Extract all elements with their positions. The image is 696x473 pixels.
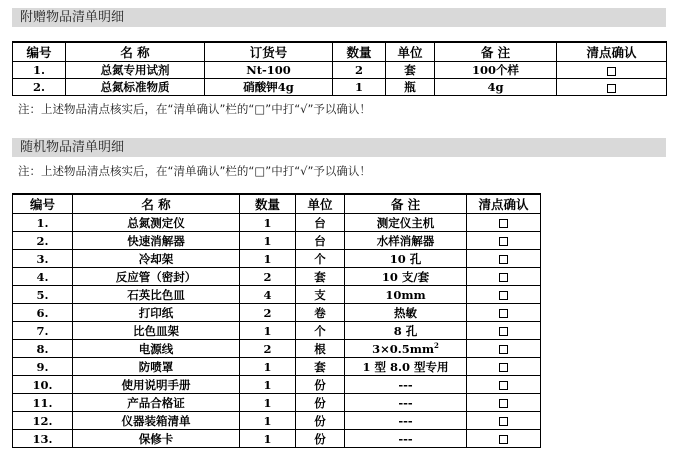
confirm-cell xyxy=(467,232,541,250)
confirm-cell xyxy=(467,340,541,358)
item-no: 12. xyxy=(13,412,73,430)
confirm-checkbox[interactable] xyxy=(499,381,508,390)
confirm-cell xyxy=(467,286,541,304)
item-qty: 2 xyxy=(240,340,296,358)
confirm-cell xyxy=(557,79,667,96)
confirm-cell xyxy=(467,268,541,286)
item-no: 4. xyxy=(13,268,73,286)
item-name: 冷却架 xyxy=(73,250,240,268)
item-qty: 1 xyxy=(240,214,296,232)
item-qty: 2 xyxy=(333,62,386,79)
item-unit: 支 xyxy=(296,286,345,304)
item-qty: 4 xyxy=(240,286,296,304)
item-qty: 1 xyxy=(240,376,296,394)
confirm-checkbox[interactable] xyxy=(499,363,508,372)
item-unit: 份 xyxy=(296,376,345,394)
item-order-no: Nt-100 xyxy=(205,62,333,79)
item-unit: 份 xyxy=(296,430,345,448)
item-name: 仪器装箱清单 xyxy=(73,412,240,430)
table-row xyxy=(13,340,541,358)
item-note: --- xyxy=(345,412,467,430)
item-note: 10 支/套 xyxy=(345,268,467,286)
item-unit: 套 xyxy=(296,358,345,376)
table-row xyxy=(13,250,541,268)
item-qty: 1 xyxy=(240,430,296,448)
table-row xyxy=(13,376,541,394)
item-name: 电源线 xyxy=(73,340,240,358)
confirm-cell xyxy=(467,304,541,322)
confirm-checkbox[interactable] xyxy=(499,309,508,318)
item-no: 2. xyxy=(13,232,73,250)
item-note: 4g xyxy=(435,79,557,96)
item-note: --- xyxy=(345,430,467,448)
confirm-cell xyxy=(467,394,541,412)
machine-items-table xyxy=(12,193,541,448)
table-row xyxy=(13,394,541,412)
header-order: 订货号 xyxy=(205,42,333,62)
item-note: 热敏 xyxy=(345,304,467,322)
header-confirm: 清点确认 xyxy=(557,42,667,62)
item-name: 总氮标准物质 xyxy=(66,79,205,96)
item-qty: 2 xyxy=(240,268,296,286)
item-no: 8. xyxy=(13,340,73,358)
item-name: 保修卡 xyxy=(73,430,240,448)
item-no: 9. xyxy=(13,358,73,376)
confirm-checkbox[interactable] xyxy=(499,273,508,282)
item-name: 石英比色皿 xyxy=(73,286,240,304)
header-note: 备 注 xyxy=(345,194,467,214)
table-row xyxy=(13,430,541,448)
item-note xyxy=(345,340,467,358)
item-unit: 台 xyxy=(296,214,345,232)
item-note: 水样消解器 xyxy=(345,232,467,250)
confirm-cell xyxy=(467,250,541,268)
confirm-checkbox[interactable] xyxy=(499,435,508,444)
confirm-checkbox[interactable] xyxy=(499,417,508,426)
item-no: 5. xyxy=(13,286,73,304)
header-no: 编号 xyxy=(13,42,66,62)
item-qty: 1 xyxy=(240,394,296,412)
item-unit: 套 xyxy=(296,268,345,286)
item-name: 使用说明手册 xyxy=(73,376,240,394)
item-unit: 台 xyxy=(296,232,345,250)
table-row xyxy=(13,286,541,304)
item-no: 6. xyxy=(13,304,73,322)
table-row xyxy=(13,304,541,322)
confirm-cell xyxy=(467,376,541,394)
item-name: 产品合格证 xyxy=(73,394,240,412)
item-qty: 2 xyxy=(240,304,296,322)
item-unit: 份 xyxy=(296,412,345,430)
item-unit: 个 xyxy=(296,250,345,268)
table-row xyxy=(13,232,541,250)
item-no: 7. xyxy=(13,322,73,340)
item-note: 1 型 8.0 型专用 xyxy=(345,358,467,376)
item-unit: 套 xyxy=(386,62,435,79)
table-row xyxy=(13,214,541,232)
confirm-checkbox[interactable] xyxy=(607,67,616,76)
confirm-checkbox[interactable] xyxy=(499,219,508,228)
gift-instruction: 注：上述物品清点核实后，在“清单确认”栏的“□”中打“√”予以确认！ xyxy=(18,102,371,116)
item-unit: 个 xyxy=(296,322,345,340)
item-note: 10mm xyxy=(345,286,467,304)
header-qty: 数量 xyxy=(333,42,386,62)
header-name: 名 称 xyxy=(73,194,240,214)
item-qty: 1 xyxy=(333,79,386,96)
item-note: --- xyxy=(345,376,467,394)
confirm-cell xyxy=(467,412,541,430)
header-qty: 数量 xyxy=(240,194,296,214)
confirm-checkbox[interactable] xyxy=(499,399,508,408)
item-unit: 瓶 xyxy=(386,79,435,96)
machine-table-header xyxy=(13,194,541,214)
item-name: 快速消解器 xyxy=(73,232,240,250)
header-name: 名 称 xyxy=(66,42,205,62)
machine-section-title: 随机物品清单明细 xyxy=(12,138,666,157)
item-no: 1. xyxy=(13,62,66,79)
machine-instruction: 注：上述物品清点核实后，在“清单确认”栏的“□”中打“√”予以确认！ xyxy=(18,164,371,178)
confirm-cell xyxy=(467,430,541,448)
item-qty: 1 xyxy=(240,322,296,340)
gift-table-header xyxy=(13,42,667,62)
table-row xyxy=(13,62,667,79)
item-name: 总氮测定仪 xyxy=(73,214,240,232)
confirm-checkbox[interactable] xyxy=(499,237,508,246)
item-note: 10 孔 xyxy=(345,250,467,268)
item-no: 3. xyxy=(13,250,73,268)
item-note: --- xyxy=(345,394,467,412)
gift-items-table xyxy=(12,41,667,96)
table-row xyxy=(13,358,541,376)
item-unit: 根 xyxy=(296,340,345,358)
confirm-checkbox[interactable] xyxy=(499,291,508,300)
item-name: 总氮专用试剂 xyxy=(66,62,205,79)
item-qty: 1 xyxy=(240,358,296,376)
confirm-cell xyxy=(467,214,541,232)
item-no: 11. xyxy=(13,394,73,412)
header-note: 备 注 xyxy=(435,42,557,62)
item-name: 反应管（密封） xyxy=(73,268,240,286)
item-qty: 1 xyxy=(240,412,296,430)
confirm-cell xyxy=(467,322,541,340)
table-row xyxy=(13,268,541,286)
confirm-checkbox[interactable] xyxy=(499,255,508,264)
confirm-cell xyxy=(467,358,541,376)
confirm-checkbox[interactable] xyxy=(499,345,508,354)
table-row xyxy=(13,79,667,96)
header-no: 编号 xyxy=(13,194,73,214)
gift-section-title: 附赠物品清单明细 xyxy=(12,8,666,27)
item-qty: 1 xyxy=(240,232,296,250)
confirm-cell xyxy=(557,62,667,79)
table-row xyxy=(13,412,541,430)
header-confirm: 清点确认 xyxy=(467,194,541,214)
header-unit: 单位 xyxy=(296,194,345,214)
item-unit: 份 xyxy=(296,394,345,412)
item-qty: 1 xyxy=(240,250,296,268)
item-note: 测定仪主机 xyxy=(345,214,467,232)
item-name: 防喷罩 xyxy=(73,358,240,376)
confirm-checkbox[interactable] xyxy=(607,84,616,93)
header-unit: 单位 xyxy=(386,42,435,62)
item-name: 比色皿架 xyxy=(73,322,240,340)
item-no: 10. xyxy=(13,376,73,394)
item-note: 100个样 xyxy=(435,62,557,79)
item-note: 8 孔 xyxy=(345,322,467,340)
item-order-no: 硝酸钾4g xyxy=(205,79,333,96)
item-unit: 卷 xyxy=(296,304,345,322)
item-no: 1. xyxy=(13,214,73,232)
table-row xyxy=(13,322,541,340)
item-no: 2. xyxy=(13,79,66,96)
item-name: 打印纸 xyxy=(73,304,240,322)
item-note-text: 3×0.5mm xyxy=(372,342,435,356)
item-note-superscript: 2 xyxy=(434,341,439,350)
item-no: 13. xyxy=(13,430,73,448)
confirm-checkbox[interactable] xyxy=(499,327,508,336)
